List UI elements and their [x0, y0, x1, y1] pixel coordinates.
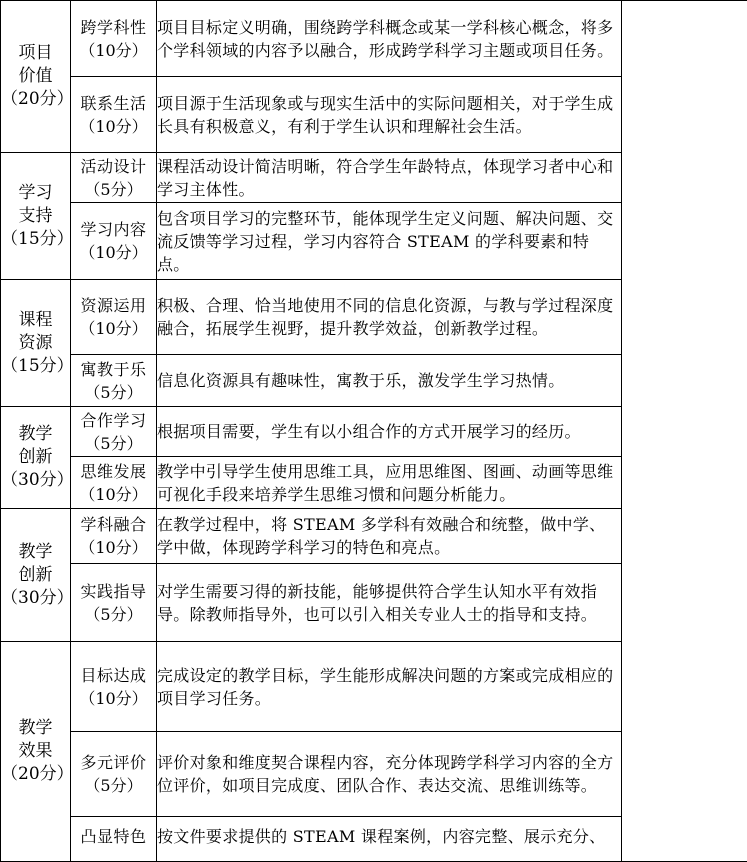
category-name: 学习 — [1, 182, 70, 205]
category-cell — [1, 642, 71, 862]
criterion-cell — [71, 732, 157, 817]
criterion-name: 合作学习 — [71, 409, 156, 432]
criterion-description: 项目源于生活现象或与现实生活中的实际问题相关，对于学生成长具有积极意义，有利于学生认识和理解社会生活。 — [157, 77, 622, 153]
criterion-cell — [71, 564, 157, 642]
criterion-cell — [71, 1, 157, 77]
category-name: 教学 — [1, 423, 70, 446]
criterion-cell — [71, 77, 157, 153]
criterion-name: 联系生活 — [71, 92, 156, 115]
category-cell — [1, 509, 71, 642]
criterion-cell — [71, 153, 157, 203]
criterion-cell — [71, 203, 157, 280]
category-cell — [1, 1, 71, 153]
criterion-score: （10分） — [71, 115, 156, 138]
criterion-cell — [71, 509, 157, 564]
criterion-name: 目标达成 — [71, 664, 156, 687]
criterion-description: 按文件要求提供的 STEAM 课程案例，内容完整、展示充分、 — [157, 817, 622, 862]
criterion-cell — [71, 642, 157, 732]
category-name: 支持 — [1, 205, 70, 228]
criterion-name: 凸显特色 — [71, 825, 156, 848]
criterion-description: 对学生需要习得的新技能，能够提供符合学生认知水平有效指导。除教师指导外，也可以引入相关专业人士的指导和支持。 — [157, 564, 622, 642]
criterion-description: 在教学过程中，将 STEAM 多学科有效融合和统整，做中学、学中做，体现跨学科学习的特色和亮点。 — [157, 509, 622, 564]
criterion-description: 评价对象和维度契合课程内容，充分体现跨学科学习内容的全方位评价，如项目完成度、团队合作、表达交流、思维训练等。 — [157, 732, 622, 817]
category-name: 创新 — [1, 564, 70, 587]
criterion-name: 学习内容 — [71, 218, 156, 241]
category-score: （15分） — [1, 228, 70, 251]
criterion-description: 包含项目学习的完整环节，能体现学生定义问题、解决问题、交流反馈等学习过程，学习内容符合 STEAM 的学科要素和特点。 — [157, 203, 622, 280]
category-cell — [1, 280, 71, 407]
criterion-cell — [71, 817, 157, 862]
criterion-description: 项目目标定义明确，围绕跨学科概念或某一学科核心概念，将多个学科领域的内容予以融合，形成跨学科学习主题或项目任务。 — [157, 1, 622, 77]
criterion-score: （5分） — [71, 774, 156, 797]
criterion-name: 学科融合 — [71, 513, 156, 536]
criterion-score: （10分） — [71, 39, 156, 62]
criterion-cell — [71, 280, 157, 355]
criterion-score: （5分） — [71, 603, 156, 626]
criterion-description: 信息化资源具有趣味性，寓教于乐，激发学生学习热情。 — [157, 355, 622, 407]
criterion-name: 资源运用 — [71, 294, 156, 317]
criterion-description: 完成设定的教学目标，学生能形成解决问题的方案或完成相应的项目学习任务。 — [157, 642, 622, 732]
criterion-score: （5分） — [71, 178, 156, 201]
category-score: （30分） — [1, 469, 70, 492]
category-name: 价值 — [1, 65, 70, 88]
criterion-name: 实践指导 — [71, 580, 156, 603]
criterion-name: 活动设计 — [71, 155, 156, 178]
criterion-description: 课程活动设计简洁明晰，符合学生年龄特点，体现学习者中心和学习主体性。 — [157, 153, 622, 203]
category-score: （20分） — [1, 88, 70, 111]
category-name: 资源 — [1, 332, 70, 355]
criterion-score: （10分） — [71, 241, 156, 264]
category-name: 课程 — [1, 309, 70, 332]
category-name: 教学 — [1, 717, 70, 740]
criterion-score: （10分） — [71, 687, 156, 710]
blank-score-column — [622, 1, 747, 862]
category-cell — [1, 407, 71, 509]
category-score: （15分） — [1, 355, 70, 378]
category-score: （20分） — [1, 763, 70, 786]
criterion-name: 寓教于乐 — [71, 358, 156, 381]
criterion-cell — [71, 457, 157, 509]
criterion-name: 多元评价 — [71, 751, 156, 774]
criterion-score: （5分） — [71, 381, 156, 404]
criterion-description: 积极、合理、恰当地使用不同的信息化资源，与教与学过程深度融合，拓展学生视野，提升教学效益，创新教学过程。 — [157, 280, 622, 355]
criterion-score: （10分） — [71, 483, 156, 506]
category-name: 创新 — [1, 446, 70, 469]
category-name: 效果 — [1, 740, 70, 763]
category-name: 项目 — [1, 42, 70, 65]
table-row — [1, 1, 747, 77]
criterion-description: 根据项目需要，学生有以小组合作的方式开展学习的经历。 — [157, 407, 622, 457]
criterion-score: （10分） — [71, 536, 156, 559]
criterion-cell — [71, 355, 157, 407]
category-score: （30分） — [1, 587, 70, 610]
criterion-description: 教学中引导学生使用思维工具，应用思维图、图画、动画等思维可视化手段来培养学生思维习惯和问题分析能力。 — [157, 457, 622, 509]
criterion-score: （10分） — [71, 317, 156, 340]
criterion-name: 思维发展 — [71, 460, 156, 483]
criterion-score: （5分） — [71, 432, 156, 455]
criterion-cell — [71, 407, 157, 457]
category-name: 教学 — [1, 541, 70, 564]
category-cell — [1, 153, 71, 280]
criterion-name: 跨学科性 — [71, 16, 156, 39]
